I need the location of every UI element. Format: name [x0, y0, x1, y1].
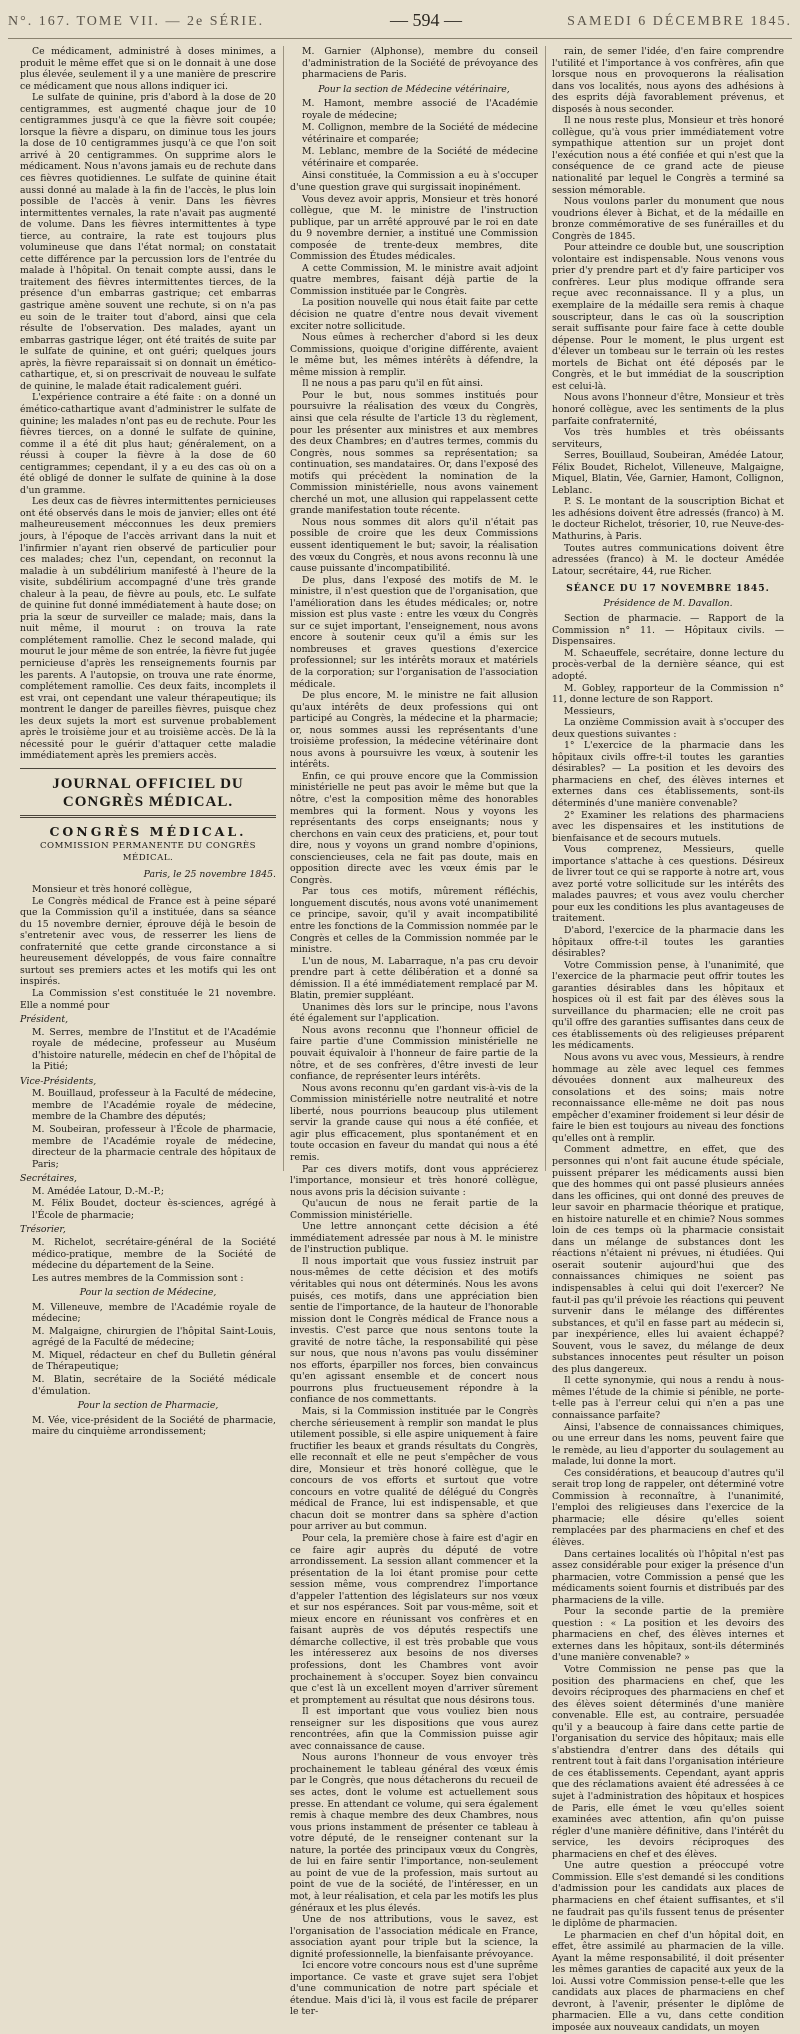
paragraph: Nous nous sommes dit alors qu'il n'était pas possible de croire que les deux Commissions eussent identiquement le but; savoir, la réalisation des vœux du Congrès, et nous avons reconnu là une cause puissante d'incompatibilité.: [290, 516, 538, 575]
column-divider: [545, 46, 546, 1171]
paragraph: De plus encore, M. le ministre ne fait allusion qu'aux intérêts de deux professions qui ont participé au Congrès, la médecine et la pharmacie; or, nous sommes aussi les représentants d'une troisième profession, la médecine vétérinaire dont nous avons à poursuivre les vœux, à soutenir les intérêts.: [290, 690, 538, 771]
paragraph: Ainsi, l'absence de connaissances chimiques, ou une erreur dans les noms, peuvent faire que le remède, au lieu d'apporter du soulagement au malade, lui donne la mort.: [552, 1421, 784, 1468]
paragraph: Votre Commission ne pense pas que la position des pharmaciens en chef, que les devoirs réciproques des pharmaciens en chef et des élèves soient déterminés d'une manière convenable. Elle est, au contraire, persuadée qu'il y a beaucoup à faire dans cette partie de l'organisation du service des hôpitaux; mais elle s'abstiendra d'entrer dans des détails qui rentrent tout à fait dans l'organisation intérieure de ces établissements. Cependant, ayant appris que des réclamations avaient été adressées à ce sujet à l'administration des hôpitaux et hospices de Paris, elle émet le vœu qu'elles soient examinées avec attention, afin qu'on puisse régler d'une manière définitive, dans l'intérêt du service, les devoirs réciproques des pharmaciens en chef et des élèves.: [552, 1664, 784, 1860]
roster-entry: M. Serres, membre de l'Institut et de l'Académie royale de médecine, professeur au Muséum d'histoire naturelle, médecin en chef de l'hôpital de la Pitié;: [32, 1026, 276, 1073]
paragraph: D'abord, l'exercice de la pharmacie dans les hôpitaux offre-t-il toutes les garanties désirables?: [552, 925, 784, 960]
paragraph: Nous avons vu avec vous, Messieurs, à rendre hommage au zèle avec lequel ces femmes dévouées donnent aux malheureux des consolations et des soins; mais notre reconnaissance elle-même ne doit pas nous empêcher d'examiner froidement si leur désir de faire le bien est toujours au niveau des fonctions qu'elles ont à remplir.: [552, 1052, 784, 1144]
paragraph: Vous devez avoir appris, Monsieur et très honoré collègue, que M. le ministre de l'instruction publique, par un arrêté approuvé par le roi en date du 9 novembre dernier, a institué une Commission composée de trente-deux membres, dite Commission des Études médicales.: [290, 193, 538, 263]
roster-entry: M. Félix Boudet, docteur ès-sciences, agrégé à l'École de pharmacie;: [32, 1198, 276, 1221]
paragraph: Nous voulons parler du monument que nous voudrions élever à Bichat, et de la médaille en bronze commémorative de ses funérailles et du Congrès de 1845.: [552, 196, 784, 242]
paragraph: Nous eûmes à rechercher d'abord si les deux Commissions, quoique d'origine différente, avaient le même but, les mêmes intérêts à défendre, la même mission à remplir.: [290, 332, 538, 378]
roster-heading: Pour la section de Médecine,: [79, 1287, 217, 1299]
roster-heading: Vice-Présidents,: [20, 1075, 97, 1087]
paragraph: Pour le but, nous sommes institués pour poursuivre la réalisation des vœux du Congrès, ainsi que cela résulte de l'article 13 du règlement, pour les présenter aux ministres et aux membres des deux Chambres; en d'autres termes, commis du Congrès, nous sommes sa représentation; sa continuation, ses mandataires. Or, dans l'exposé des motifs qui précèdent la nomination de la Commission ministérielle, nous avons vainement cherché un mot, une allusion qui rappelassent cette grande manifestation toute récente.: [290, 389, 538, 517]
commission-roster-continued: [290, 46, 538, 169]
paragraph: Une lettre annonçant cette décision a été immédiatement adressée par nous à M. le ministre de l'instruction publique.: [290, 1221, 538, 1256]
paragraph: Il ne nous reste plus, Monsieur et très honoré collègue, qu'à vous prier immédiatement votre sympathique attention sur un projet dont l'exécution nous a été confiée et qui n'est que la conséquence de ce grand acte de pieuse nationalité par lequel le Congrès a terminé sa session mémorable.: [552, 115, 784, 196]
article-continuation: [20, 46, 276, 762]
roster-entry: M. Soubeiran, professeur à l'École de pharmacie, membre de l'Académie royale de médecine, directeur de la pharmacie centrale des hôpitaux de Paris;: [32, 1124, 276, 1170]
paragraph: La Commission s'est constituée le 21 novembre. Elle a nommé pour: [20, 988, 276, 1011]
column-3: [552, 46, 784, 2033]
running-header: [8, 10, 792, 36]
page-number: — 594 —: [390, 10, 462, 30]
header-rule: [8, 38, 792, 39]
paragraph: Nous avons reconnu qu'en gardant vis-à-vis de la Commission ministérielle notre neutralité et notre liberté, nous pourrions beaucoup plus utilement servir la grande cause qui nous a été confiée, et agir plus efficacement, plus spontanément et en toute occasion en faveur du mandat qui nous a été remis.: [290, 1082, 538, 1163]
letter-conclusion: [552, 46, 784, 577]
column-1: [20, 46, 276, 1438]
roster-entry: M. Richelot, secrétaire-général de la Société médico-pratique, membre de la Société de médecine du département de la Seine.: [32, 1236, 276, 1272]
paragraph: Toutes autres communications doivent être adressées (franco) à M. le docteur Amédée Latour, secrétaire, 44, rue Richer.: [552, 542, 784, 577]
roster-heading: Trésorier,: [20, 1224, 66, 1236]
roster-heading: Pour la section de Médecine vétérinaire,: [318, 83, 510, 95]
paragraph: Ici encore votre concours nous est d'une suprême importance. Ce vaste et grave sujet sera l'objet d'une communication de notre part spéciale et étendue. Mais d'ici là, il vous est facile de préparer le ter-: [290, 1960, 538, 2018]
paragraph: Le Congrès médical de France est à peine séparé que la Commission qu'il a instituée, dans sa séance du 15 novembre dernier, éprouve déjà le besoin de s'entretenir avec vous, de resserrer les liens de confraternité que cette grande circonstance a si heureusement développés, de vous faire connaître surtout ses premiers actes et les motifs qui les ont inspirés.: [20, 895, 276, 988]
paragraph: Le sulfate de quinine, pris d'abord à la dose de 20 centigrammes, est augmenté chaque jour de 10 centigrammes jusqu'à ce que la fièvre soit coupée; lorsque la fièvre a disparu, on diminue tous les jours la dose de 10 centigrammes jusqu'à ce que l'on soit arrivé à 20 centigrammes. On supprime alors le médicament. Nous n'avons jamais eu de rechute dans ces fièvres quotidiennes. Le sulfate de quinine était aussi donné au malade à la fin de l'accès, le plus loin possible de l'accès à venir. Dans les fièvres intermittentes vernales, la rate n'avait pas augmenté de volume. Dans les fièvres intermittentes à type tierce, au contraire, la rate est toujours plus volumineuse que dans l'état normal; on constatait cette différence par la percussion lors de l'entrée du malade à l'hôpital. On tenait compte aussi, dans le traitement des fièvres intermittentes tierces, de la présence d'un embarras gastrique; cet embarras gastrique amène souvent une rechute, si on n'a pas eu soin de le traiter tout d'abord, ainsi que cela résulte de l'observation. Des malades, ayant un embarras gastrique léger, ont été traités de suite par le sulfate de quinine, et ont guéri; quelques jours après, la fièvre reparaissait si on donnait un émético-cathartique, et, si on prescrivait de nouveau le sulfate de quinine, le malade était radicalement guéri.: [20, 92, 276, 392]
paragraph: Nous aurons l'honneur de vous envoyer très prochainement le tableau général des vœux émis par le Congrès, que nous détacherons du recueil de ses actes, dont le volume est actuellement sous presse. En attendant ce volume, qui sera également remis à chaque membre des deux Chambres, nous vous prions instamment de présenter ce tableau à votre député, de le renseigner contenant sur la nature, la portée des principaux vœux du Congrès, de lui en faire sentir l'importance, non-seulement au point de vue de la profession, mais surtout au point de vue de la société, de l'intéresser, en un mot, à leur réalisation, et cela par les motifs les plus généraux et les plus élevés.: [290, 1752, 539, 1914]
commission-title: COMMISSION PERMANENTE DU CONGRÈS MÉDICAL.: [39, 841, 256, 863]
paragraph: La onzième Commission avait à s'occuper des deux questions suivantes :: [552, 717, 784, 740]
header-date: SAMEDI 6 DÉCEMBRE 1845.: [567, 14, 792, 29]
paragraph: Qu'aucun de nous ne ferait partie de la Commission ministérielle.: [290, 1198, 538, 1221]
paragraph: Section de pharmacie. — Rapport de la Commission n° 11. — Hôpitaux civils. — Dispensaires.: [552, 613, 784, 648]
paragraph: Unanimes dès lors sur le principe, nous l'avons été également sur l'application.: [290, 1001, 538, 1025]
roster-entry: M. Collignon, membre de la Société de médecine vétérinaire et comparée;: [302, 122, 538, 145]
paragraph: De plus, dans l'exposé des motifs de M. le ministre, il n'est question que de l'organisation, que l'amélioration dans les études médicales; or, notre mission est plus vaste : entre les vœux du Congrès sur ce sujet important, l'enseignement, nous avons encore à soutenir ceux qu'il a émis sur les nombreuses et graves questions d'exercice professionnel; sur les intérêts moraux et matériels de la corporation; sur l'organisation de l'association médicale.: [290, 574, 538, 690]
paragraph: Serres, Bouillaud, Soubeiran, Amédée Latour, Félix Boudet, Richelot, Villeneuve, Malgaigne, Miquel, Blatin, Vée, Garnier, Hamont, Collignon, Leblanc.: [552, 450, 784, 496]
roster-entry: M. Leblanc, membre de la Société de médecine vétérinaire et comparée.: [302, 146, 538, 169]
paragraph: rain, de semer l'idée, d'en faire comprendre l'utilité et l'importance à vos confrères, afin que lorsque nous en provoquerons la réalisation dans vos localités, nous ayons des adhésions à des esprits déjà favorablement prévenus, et disposés à nous seconder.: [552, 46, 784, 115]
paragraph: Nous avons reconnu que l'honneur officiel de faire partie d'une Commission ministérielle ne pouvait équivaloir à l'honneur de faire partie de la nôtre, et de ses confrères, d'être investi de leur confiance, de représenter leurs intérêts.: [290, 1024, 538, 1083]
paragraph: 1° L'exercice de la pharmacie dans les hôpitaux civils offre-t-il toutes les garanties désirables? — La position et les devoirs des pharmaciens en chef, des élèves internes et externes dans ces établissements, sont-ils déterminés d'une manière convenable?: [552, 740, 784, 809]
seance-report: [552, 613, 784, 2033]
paragraph: Pour cela, la première chose à faire est d'agir en ce faire agir auprès du député de votre arrondissement. La session allant commencer et la présentation de la loi étant promise pour cette session même, vous comprendrez l'importance d'appeler l'attention des législateurs sur nos vœux et sur nos espérances. Soit par vous-même, soit et mieux encore en réunissant vos confrères et en faisant auprès de vos députés respectifs une démarche collective, il est très probable que vous les intéresserez aux besoins de nos diverses professions, dont les Chambres vont avoir prochainement à s'occuper. Soyez bien convaincu que c'est là un excellent moyen d'arriver sûrement et promptement au résultat que nous désirons tous.: [290, 1533, 538, 1706]
paragraph: Vous comprenez, Messieurs, quelle importance s'attache à ces questions. Désireux de livrer tout ce qui se rapporte à notre art, vous avez porté votre sollicitude sur les intérêts des malades pauvres; et vous avez voulu chercher pour eux les conditions les plus avantageuses de traitement.: [552, 844, 784, 925]
roster-entry: M. Garnier (Alphonse), membre du conseil d'administration de la Société de prévoyance des pharmaciens de Paris.: [302, 46, 538, 81]
paragraph: Comment admettre, en effet, que des personnes qui n'ont fait aucune étude spéciale, puissent préparer les médicaments aussi bien que des hommes qui ont passé plusieurs années dans les officines, qui ont donné des preuves de leur savoir en pharmacie théorique et pratique, en histoire naturelle et en chimie? Nous sommes loin de ces temps où la pharmacie consistait dans un mélange de substances dont les réactions n'étaient ni prévues, ni étudiées. Qui oserait soutenir aujourd'hui que des connaissances chimiques ne soient pas indispensables à celui qui doit l'exercer? Ne faut-il pas qu'il prévoie les réactions qui peuvent survenir dans le mélange des différentes substances, et qu'il en fasse part au médecin si, par inexpérience, elles lui avaient échappé? Souvent, vous le savez, du mélange de deux substances innocentes peut résulter un poison des plus dangereux.: [552, 1144, 784, 1375]
paragraph: Il est important que vous vouliez bien nous renseigner sur les dispositions que vous aurez rencontrées, afin que la Commission puisse agir avec connaissance de cause.: [290, 1706, 538, 1752]
roster-entry: M. Bouillaud, professeur à la Faculté de médecine, membre de l'Académie royale de médecine, membre de la Chambre des députés;: [32, 1088, 276, 1123]
roster-heading: Président,: [20, 1014, 69, 1026]
presidency-line: Présidence de M. Davallon.: [603, 597, 733, 609]
paragraph: 2° Examiner les relations des pharmaciens avec les dispensaires et les institutions de bienfaisance et de secours mutuels.: [552, 809, 784, 844]
paragraph: Dans certaines localités où l'hôpital n'est pas assez considérable pour exiger la présence d'un pharmacien, votre Commission a pensé que les médicaments soient fournis et distribués par des pharmaciens de la ville.: [552, 1548, 784, 1606]
paragraph: L'expérience contraire a été faite : on a donné un émético-cathartique avant d'administrer le sulfate de quinine; les malades n'ont pas eu de rechute. Pour les fièvres tierces, on a donné le sulfate de quinine, comme il a été dit plus haut; généralement, on a réussi à couper la fièvre à la dose de 60 centigrammes; cependant, il y a eu des cas où on a été obligé de donner le sulfate de quinine à la dose d'un gramme.: [20, 392, 276, 496]
dateline: Paris, le 25 novembre 1845.: [143, 868, 276, 880]
paragraph: Les deux cas de fièvres intermittentes pernicieuses ont été observés dans le mois de janvier; elles ont été malheureusement mécconnues les deux premiers jours, à l'époque de l'accès arrivant dans la nuit et l'infirmier n'ayant rien observé de particulier pour ces malades; chez l'un, cependant, on reconnut la maladie à un subdélirium manifesté à l'heure de la visite, subdélirium accompagné d'une très grande chaleur à la peau, de fièvre au pouls, etc. Le sulfate de quinine fut donné immédiatement à haute dose; on pria la sœur de surveiller ce malade; mais, dans la nuit même, il mourut : on trouva la rate complétement ramollie. Chez le second malade, qui mourut le jour même de son entrée, la fièvre fut jugée pernicieuse d'après les renseignements fournis par les parents. A l'autopsie, on trouva une rate énorme, complétement ramollie. Ces deux faits, incomplets il est vrai, ont cependant une valeur thérapeutique; ils montrent le danger de pareilles fièvres, puisque chez les deux sujets la mort est survenue probablement après le troisième jour et au troisième accès. De là la nécessité pour le guérir d'attaquer cette maladie immédiatement après les premiers accès.: [20, 496, 276, 762]
roster-entry: M. Malgaigne, chirurgien de l'hôpital Saint-Louis, agrégé de la Faculté de médecine;: [32, 1325, 276, 1349]
paragraph: Vos très humbles et très obéissants serviteurs,: [552, 427, 784, 450]
roster-entry: M. Villeneuve, membre de l'Académie royale de médecine;: [32, 1301, 276, 1325]
paragraph: Pour la seconde partie de la première question : « La position et les devoirs des pharmaciens en chef, des élèves internes et externes dans les hôpitaux, sont-ils déterminés d'une manière convenable? »: [552, 1606, 784, 1664]
column-2: [290, 46, 539, 2018]
paragraph: Il ne nous a pas paru qu'il en fût ainsi.: [302, 378, 484, 390]
paragraph: Ces considérations, et beaucoup d'autres qu'il serait trop long de rappeler, ont déterminé votre Commission à reconnaître, à l'unanimité, l'emploi des religieuses dans l'exercice de la pharmacie; elle désire qu'elles soient remplacées par des pharmaciens en chef et des élèves.: [552, 1467, 784, 1548]
column-divider: [283, 46, 284, 1171]
roster-entry: M. Miquel, rédacteur en chef du Bulletin général de Thérapeutique;: [32, 1349, 276, 1373]
paragraph: M. Gobley, rapporteur de la Commission n° 11, donne lecture de son Rapport.: [552, 682, 784, 706]
roster-entry: M. Hamont, membre associé de l'Académie royale de médecine;: [302, 98, 538, 121]
journal-masthead: JOURNAL OFFICIEL DU CONGRÈS MÉDICAL.: [20, 768, 276, 818]
letter-body: [290, 170, 538, 2018]
roster-entry: Les autres membres de la Commission sont :: [32, 1272, 244, 1284]
paragraph: Par ces divers motifs, dont vous apprécierez l'importance, monsieur et très honoré collègue, nous avons pris la décision suivante :: [290, 1163, 538, 1198]
paragraph: Mais, si la Commission instituée par le Congrès cherche sérieusement à remplir son mandat le plus utilement possible, si elle aspire uniquement à faire fructifier les beaux et grands résultats du Congrès, elle reconnaît et elle ne peut s'empêcher de vous dire, Monsieur et très honoré collègue, que le concours de vos efforts et surtout que votre concours en votre qualité de délégué du Congrès médical de France, lui est indispensable, et que chacun doit se montrer dans sa sphère d'action pour arriver au but commun.: [290, 1405, 538, 1533]
paragraph: Pour atteindre ce double but, une souscription volontaire est indispensable. Nous venons vous prier d'y prendre part et d'y faire participer vos confrères. Leur plus modique offrande sera reçue avec reconnaissance. Il y a plus, un exemplaire de la médaille sera remis à chaque souscripteur, dans le cas où la souscription serait suffisante pour faire face à cette double dépense. Pour le moment, le plus urgent est d'élever un tombeau sur le terrain où les restes mortels de Bichat ont été déposés par le Congrès, et le but immédiat de la souscription est celui-là.: [552, 242, 784, 392]
paragraph: Une de nos attributions, vous le savez, est l'organisation de l'association médicale en France, association ayant pour triple but la science, la dignité professionnelle, la bienfaisante prévoyance.: [290, 1914, 538, 1960]
paragraph: Par tous ces motifs, mûrement réfléchis, longuement discutés, nous avons voté unanimement ce principe, savoir, qu'il y avait incompatibilité entre les fonctions de la Commission nommée par le Congrès et celles de la Commission nommée par le ministre.: [290, 886, 538, 956]
paragraph: Il cette synonymie, qui nous a rendu à nous-mêmes l'étude de la chimie si pénible, ne porte-t-elle pas à l'erreur celui qui n'en a pas une connaissance parfaite?: [552, 1375, 784, 1421]
paragraph: Enfin, ce qui prouve encore que la Commission ministérielle ne peut pas avoir le même but que la nôtre, c'est la composition même des honorables membres qui la forment. Nous y voyons les représentants des corps enseignants; nous y cherchons en vain ceux des praticiens, et, pour tout dire, nous y voyons un grand nombre d'opinions, consciencieuses, cela ne fait pas doute, mais en opposition directe avec les vœux émis par le Congrès.: [290, 770, 538, 886]
paragraph: Messieurs,: [564, 705, 616, 717]
seance-title: SÉANCE DU 17 NOVEMBRE 1845.: [566, 583, 770, 595]
paragraph: Il nous importait que vous fussiez instruit par nous-mêmes de cette décision et des motifs véritables qui nous ont déterminés. Nous les avons puisés, ces motifs, dans une appréciation bien sentie de l'importance, de la hauteur de l'honorable mission dont le Congrès médical de France nous a investis. C'est parce que nous sentons toute la gravité de notre tâche, la responsabilité qui pèse sur nous, que nous n'avons pas voulu disséminer nos efforts, éparpiller nos forces, bien convaincus qu'en agissant ensemble et de concert nous pourrons plus fructueusement répondre à la confiance de nos commettants.: [290, 1255, 538, 1406]
roster-entry: M. Blatin, secrétaire de la Société médicale d'émulation.: [32, 1373, 276, 1397]
roster-heading: Pour la section de Pharmacie,: [77, 1400, 219, 1412]
roster-entry: M. Amédée Latour, D.-M.-P.;: [32, 1185, 165, 1197]
paragraph: L'un de nous, M. Labarraque, n'a pas cru devoir prendre part à cette délibération et a donné sa démission. Il a été immédiatement remplacé par M. Blatin, premier suppléant.: [290, 955, 538, 1002]
paragraph: A cette Commission, M. le ministre avait adjoint quatre membres, faisant déjà partie de la Commission instituée par le Congrès.: [290, 262, 538, 297]
roster-entry: M. Vée, vice-président de la Société de pharmacie, maire du cinquième arrondissement;: [32, 1414, 276, 1438]
paragraph: Le pharmacien en chef d'un hôpital doit, en effet, être assimilé au pharmacien de la ville. Ayant la même responsabilité, il doit présenter les mêmes garanties de capacité aux yeux de la loi. Aussi votre Commission pense-t-elle que les candidats aux places de pharmaciens en chef devront, à l'avenir, présenter le diplôme de pharmacien. Elle a vu, dans cette condition imposée aux nouveaux candidats, un moyen: [552, 1929, 784, 2033]
paragraph: Nous avons l'honneur d'être, Monsieur et très honoré collègue, avec les sentiments de la plus parfaite confraternité,: [552, 392, 784, 427]
paragraph: P. S. Le montant de la souscription Bichat et les adhésions doivent être adressés (franco) à M. le docteur Richelot, trésorier, 10, rue Neuve-des-Mathurins, à Paris.: [552, 496, 784, 542]
paragraph: Votre Commission pense, à l'unanimité, que l'exercice de la pharmacie peut offrir toutes les garanties désirables dans les hôpitaux et hospices où il est fait par des élèves sous la surveillance du pharmacien; elle ne croit pas qu'il offre des garanties suffisantes dans ceux de ces établissements où des religieuses préparent les médicaments.: [552, 959, 784, 1052]
commission-roster: [20, 1014, 276, 1438]
header-issue-number: N°. 167. TOME VII. — 2e SÉRIE.: [8, 14, 265, 29]
paragraph: M. Schaeuffele, secrétaire, donne lecture du procès-verbal de la dernière séance, qui est adopté.: [552, 647, 784, 682]
paragraph: La position nouvelle qui nous était faite par cette décision ne quatre d'entre nous devait vivement exciter notre sollicitude.: [290, 297, 538, 332]
paragraph: Ce médicament, administré à doses minimes, a produit le même effet que si on le donnait à une dose plus élevée, seulement il y a une manière de prescrire ce médicament que nous allons indiquer ici.: [20, 46, 276, 92]
paragraph: Ainsi constituée, la Commission a eu à s'occuper d'une question grave qui surgissait inopinément.: [290, 170, 538, 194]
salutation: Monsieur et très honoré collègue,: [32, 884, 193, 896]
paragraph: Une autre question a préoccupé votre Commission. Elle s'est demandé si les conditions d'admission pour les candidats aux places de pharmaciens en chef étaient suffisantes, et s'il ne faudrait pas qu'ils fussent tenus de présenter le diplôme de pharmacien.: [552, 1860, 784, 1930]
roster-heading: Secrétaires,: [20, 1173, 77, 1185]
section-title: CONGRÈS MÉDICAL.: [49, 823, 247, 839]
